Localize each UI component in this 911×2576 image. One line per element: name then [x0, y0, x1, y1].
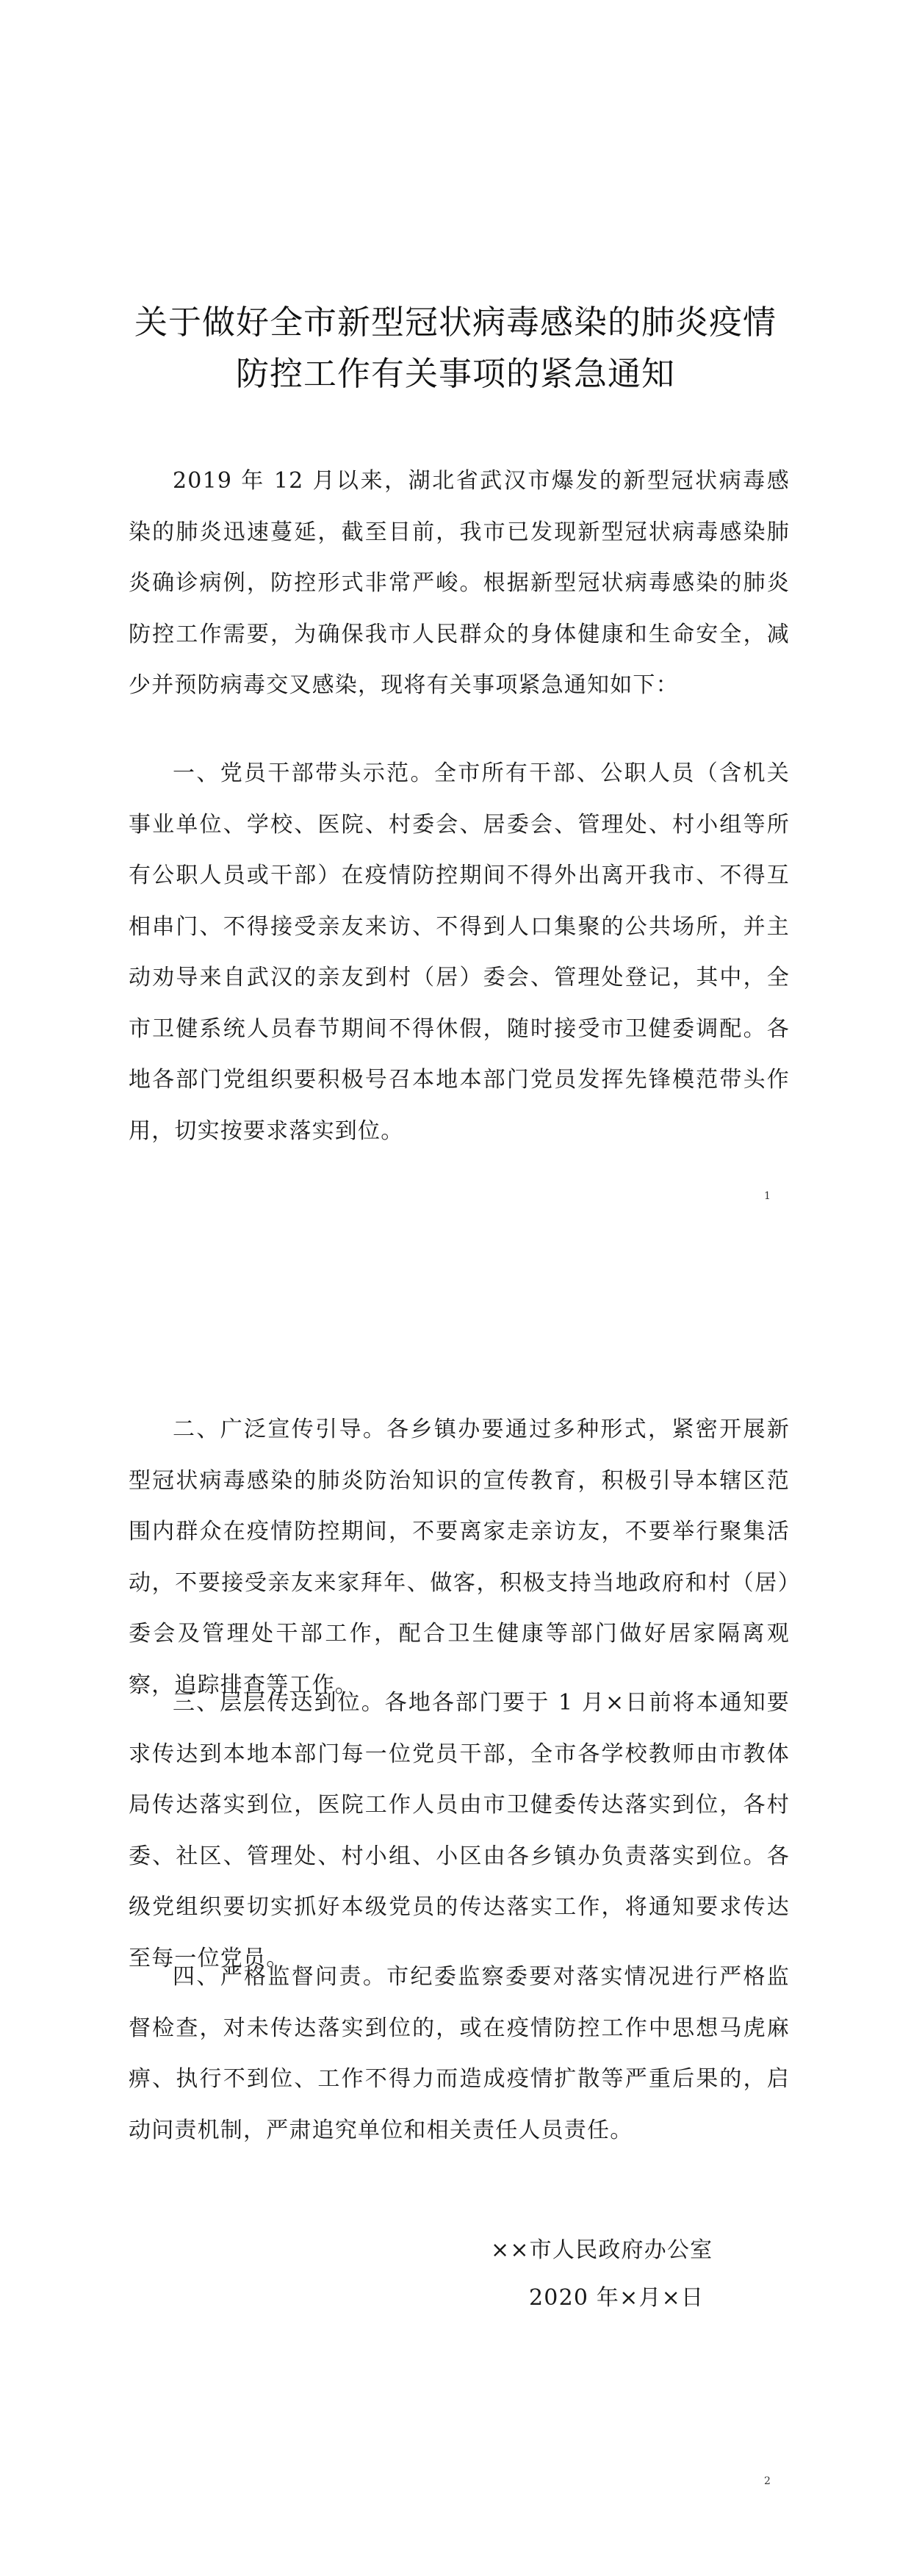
section-supervision: 四、严格监督问责。市纪委监察委要对落实情况进行严格监督检查，对未传达落实到位的，或在疫情防控工作中思想马虎麻痹、执行不到位、工作不得力而造成疫情扩散等严重后果的，启动问责机制，严肃追究单位和相关责任人员责任。	[129, 1964, 790, 2143]
signature-organization: ××市人民政府办公室	[491, 2237, 713, 2263]
section-publicity: 二、广泛宣传引导。各乡镇办要通过多种形式，紧密开展新型冠状病毒感染的肺炎防治知识的宣传教育，积极引导本辖区范围内群众在疫情防控期间，不要离家走亲访友，不要举行聚集活动，不要接受亲友来家拜年、做客，积极支持当地政府和村（居）委会及管理处干部工作，配合卫生健康等部门做好居家隔离观察，追踪排查等工作。	[129, 1417, 790, 1698]
document-page-2	[0, 1288, 911, 2576]
page-number: 2	[764, 2475, 771, 2487]
section-communication: 三、层层传达到位。各地各部门要于 1 月×日前将本通知要求传达到本地本部门每一位党员干部，全市各学校教师由市教体局传达落实到位，医院工作人员由市卫健委传达落实到位，各村委、社区、管理处、村小组、小区由各乡镇办负责落实到位。各级党组织要切实抓好本级党员的传达落实工作，将通知要求传达至每一位党员。	[129, 1690, 790, 1971]
intro-paragraph: 2019 年 12 月以来，湖北省武汉市爆发的新型冠状病毒感染的肺炎迅速蔓延，截至目前，我市已发现新型冠状病毒感染肺炎确诊病例，防控形式非常严峻。根据新型冠状病毒感染的肺炎防控工作需要，为确保我市人民群众的身体健康和生命安全，减少并预防病毒交叉感染，现将有关事项紧急通知如下：	[129, 468, 790, 698]
page-number: 1	[764, 1190, 771, 1202]
signature-date: 2020 年×月×日	[529, 2285, 705, 2311]
document-title-line-1: 关于做好全市新型冠状病毒感染的肺炎疫情	[134, 303, 777, 342]
document-title-line-2: 防控工作有关事项的紧急通知	[235, 354, 675, 393]
section-party-cadres: 一、党员干部带头示范。全市所有干部、公职人员（含机关事业单位、学校、医院、村委会、居委会、管理处、村小组等所有公职人员或干部）在疫情防控期间不得外出离开我市、不得互相串门、不得接受亲友来访、不得到人口集聚的公共场所，并主动劝导来自武汉的亲友到村（居）委会、管理处登记，其中，全市卫健系统人员春节期间不得休假，随时接受市卫健委调配。各地各部门党组织要积极号召本地本部门党员发挥先锋模范带头作用，切实按要求落实到位。	[129, 760, 790, 1144]
